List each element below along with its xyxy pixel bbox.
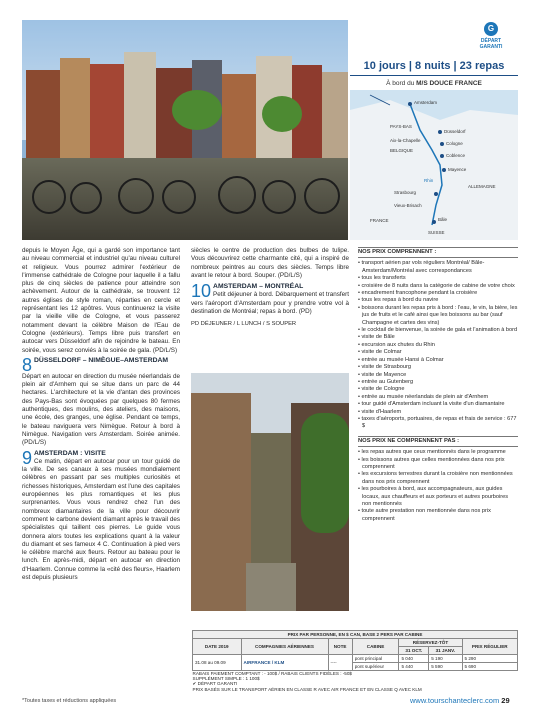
inclusions-title: NOS PRIX COMPRENNENT : (358, 247, 518, 258)
exclusions-title: NOS PRIX NE COMPRENNENT PAS : (358, 436, 518, 447)
map-label: Bâle (438, 217, 448, 222)
day10-title: AMSTERDAM – MONTRÉAL (213, 283, 304, 291)
day9-title: AMSTERDAM : VISITE (34, 449, 106, 457)
map-label: FRANCE (370, 218, 389, 223)
day9-number: 9 (22, 447, 33, 468)
day10-text: Petit déjeuner à bord. Débarquement et transfert vers l'aéroport d'Amsterdam pour y prendre votre vol à destination de Montréal; repas à bord. (PD) (191, 291, 349, 316)
itinerary-column-2 (191, 247, 349, 329)
list-item: • transport aérien par vols réguliers Montréal/ Bâle-Amsterdam/Montréal avec correspondances (358, 260, 485, 274)
list-item: • les repas autres que ceux mentionnés dans le programme (358, 449, 506, 456)
price-cell: 5 440 (399, 663, 429, 671)
list-item: • les boissons autres que celles mentionnées dans nos prix comprennent (358, 456, 505, 470)
col-header: DATE 2019 (193, 639, 242, 655)
footer (410, 696, 510, 705)
list-item: • visite de Colmar (358, 349, 402, 356)
list-item: • tous les transferts (358, 275, 406, 282)
table-row (193, 655, 518, 663)
day9-text: Ce matin, départ en autocar pour un tour guidé de la ville. De ses canaux à ses musées mondialement célèbres en passant par ses multiples curiosités et richesses historiques, Amsterdam est l'une des capitales européennes les plus romantiques et les plus surprenantes. Vous vous rendrez chez l'un des nombreux diamantaires de la ville pour découvrir comment le carbone devient diamant après le travail des spécialistes qui taillent ces pierres. Le guide vous donnera alors toutes les explications quant à la valeur du diamant et ses fameux 4 C. Continuation à pied vers le célèbre marché aux fleurs. Retour au bateau pour le lunch. En après-midi, départ en autocar en direction d'Haarlem. Connue comme la «cité des fleurs», Haarlem est depuis plusieurs (22, 457, 180, 581)
day8-number: 8 (22, 354, 33, 375)
map-label: Amsterdam (414, 100, 438, 105)
list-item: • entrée au Gutenberg (358, 378, 414, 385)
price-note: ✔ DÉPART GARANTI (192, 681, 238, 686)
list-item: • taxes d'aéroports, portuaires, de repas et frais de service : 677 $ (358, 415, 517, 430)
col-header: NOTE (328, 639, 352, 655)
day10-number: 10 (191, 281, 212, 302)
list-item: • visite d'Haarlem (358, 408, 402, 415)
page-number: 29 (501, 696, 510, 705)
list-item: • visite de Strasbourg (358, 364, 411, 371)
price-note: SUPPLÉMENT SIMPLE : 1 100$ (192, 676, 260, 681)
price-note: RABAIS PAIEMENT COMPTANT : - 100$ / RABAIS CLIENTS FIDÈLES : -50$ (192, 671, 352, 676)
list-item: • boissons durant les repas pris à bord : l'eau, le vin, la bière, les jus de fruits et le café ainsi que les boissons au bar (sauf Champagne et cartes des vins) (358, 304, 518, 326)
map-label: Rhin (424, 178, 434, 183)
website-link[interactable]: www.tourschanteclerc.com (410, 696, 500, 705)
day9-continued: siècles le centre de production des bulbes de tulipe. Vous découvrirez cette charmante cité, qui a inspiré de nombreux peintres au cours des siècles. Temps libre avant le retour à bord. Souper. (PD/L/S) (191, 247, 349, 279)
list-item: • toute autre prestation non mentionnée dans nos prix comprennent (358, 508, 491, 522)
map-label: Strasbourg (394, 190, 417, 195)
depart-garanti-badge (469, 22, 513, 50)
map-label: Mayence (448, 167, 467, 172)
note-cell: ---- (328, 655, 352, 671)
list-item: • tous les repas à bord du navire (358, 297, 439, 304)
list-item: • le cocktail de bienvenue, la soirée de gala et l'animation à bord (358, 327, 518, 334)
price-table (192, 630, 518, 692)
ship-line (350, 80, 518, 87)
meal-legend: PD DÉJEUNER / L LUNCH / S SOUPER (191, 321, 297, 328)
list-item: • croisière de 8 nuits dans la catégorie de cabine de votre choix (358, 282, 515, 289)
sub-header: 31 JANV. (429, 647, 462, 655)
list-item: • les excursions terrestres durant la croisière non mentionnées dans nos prix comprennent (358, 471, 513, 485)
footnote: *Toutes taxes et réductions appliquées (22, 698, 117, 704)
list-item: • visite de Bâle (358, 334, 395, 341)
map-label: Aix-la-Chapelle (390, 138, 421, 143)
price-table-title: PRIX PAR PERSONNE, EN $ CAN, BASE 2 PERS PAR CABINE (193, 631, 518, 639)
list-item: • les pourboires à bord, aux accompagnateurs, aux guides locaux, aux chauffeurs et aux porteurs et autres pourboires non mentionnés (358, 486, 509, 507)
price-note: PRIX BASÉS SUR LE TRANSPORT AÉRIEN EN CLASSE R AVEC AIR FRANCE ET EN CLASSE Q AVEC KLM (192, 687, 422, 692)
list-item: • visite de Mayence (358, 371, 407, 378)
sub-header: 31 OCT. (399, 647, 429, 655)
map-label: BELGIQUE (390, 148, 414, 153)
price-cell: 5 690 (462, 663, 517, 671)
map-label: ALLEMAGNE (468, 184, 496, 189)
price-cell: 5 190 (429, 655, 462, 663)
list-item: • visite de Cologne (358, 386, 405, 393)
col-header: CABINE (352, 639, 399, 655)
amsterdam-street-photo (22, 20, 348, 240)
cabin-cell: pont principal (352, 655, 399, 663)
ship-name: M/S DOUCE FRANCE (416, 80, 482, 87)
trip-duration: 10 jours | 8 nuits | 23 repas (350, 60, 518, 76)
date-cell: 31.08 au 09.09 (193, 655, 242, 671)
guarantee-icon: G (484, 22, 498, 36)
day8-text: Départ en autocar en direction du musée néerlandais de plein air d'Arnhem qui se situe dans un parc de 44 hectares. L'architecture et la vie d'antan des provinces des Pays-Bas sont évoquées par quelques 80 fermes authentiques, des moulins, des ateliers, des maisons, une école, des granges, une église. Pendant ce temps, le bateau naviguera vers Nimègue. Retour à bord à Nimègue. Navigation vers Amsterdam. Soirée animée. (PD/L/S) (22, 372, 180, 447)
itinerary-column-1 (22, 247, 180, 582)
map-label: Coblence (446, 153, 466, 158)
price-cell: 5 040 (399, 655, 429, 663)
list-item: • entrée au musée Hansi à Colmar (358, 356, 444, 363)
col-header: RÉSERVEZ-TÔT (399, 639, 462, 647)
list-item: • excursion aux chutes du Rhin (358, 341, 435, 348)
airline-cell: AIRFRANCE / KLM (241, 655, 328, 671)
aboard-prefix: À bord du (386, 80, 415, 87)
day8-title: DÜSSELDORF – NIMÈGUE–AMSTERDAM (34, 356, 169, 364)
list-item: • entrée au musée néerlandais de plein air d'Arnhem (358, 393, 489, 400)
cabin-cell: pont supérieur (352, 663, 399, 671)
price-cell: 5 590 (429, 663, 462, 671)
badge-line1: DÉPART (480, 38, 502, 44)
price-cell: 5 290 (462, 655, 517, 663)
map-label: Vieux-Brisach (394, 203, 422, 208)
map-label: Cologne (446, 141, 463, 146)
col-header: COMPAGNIES AÉRIENNES (241, 639, 328, 655)
badge-line2: GARANTI (479, 44, 503, 50)
list-item: • tour guidé d'Amsterdam incluant la visite d'un diamantaire (358, 401, 505, 408)
list-item: • encadrement francophone pendant la croisière (358, 290, 478, 297)
col-header: PRIX RÉGULIER (462, 639, 517, 655)
haarlem-street-photo (191, 373, 349, 611)
route-map (350, 90, 518, 240)
inclusions-column (358, 247, 518, 523)
map-label: Düsseldorf (444, 129, 466, 134)
day7-text: depuis le Moyen Âge, qui a gardé son importance tant au niveau commercial et industriel qu'au niveau culturel et religieux. Vous pourrez admirer l'extérieur de l'immense cathédrale de Cologne pour laquelle il a fallu plus de cinq siècles de patience pour atteindre son achèvement. Autour de la cathédrale, se trouvent 12 autres églises de style roman, réparties en cercle et représentant les 12 apôtres. Vous continuerez la visite par la vieille ville de Cologne, et vous passerez notamment devant la célèbre Maison de l'Eau de Cologne (extérieurs). Temps libre puis transfert en autocar vers Düsseldorf afin de rejoindre le bateau. En soirée, vous serez conviés à la soirée de gala. (PD/L/S) (22, 247, 180, 354)
map-label: PAYS-BAS (390, 124, 412, 129)
map-label: SUISSE (428, 230, 445, 235)
